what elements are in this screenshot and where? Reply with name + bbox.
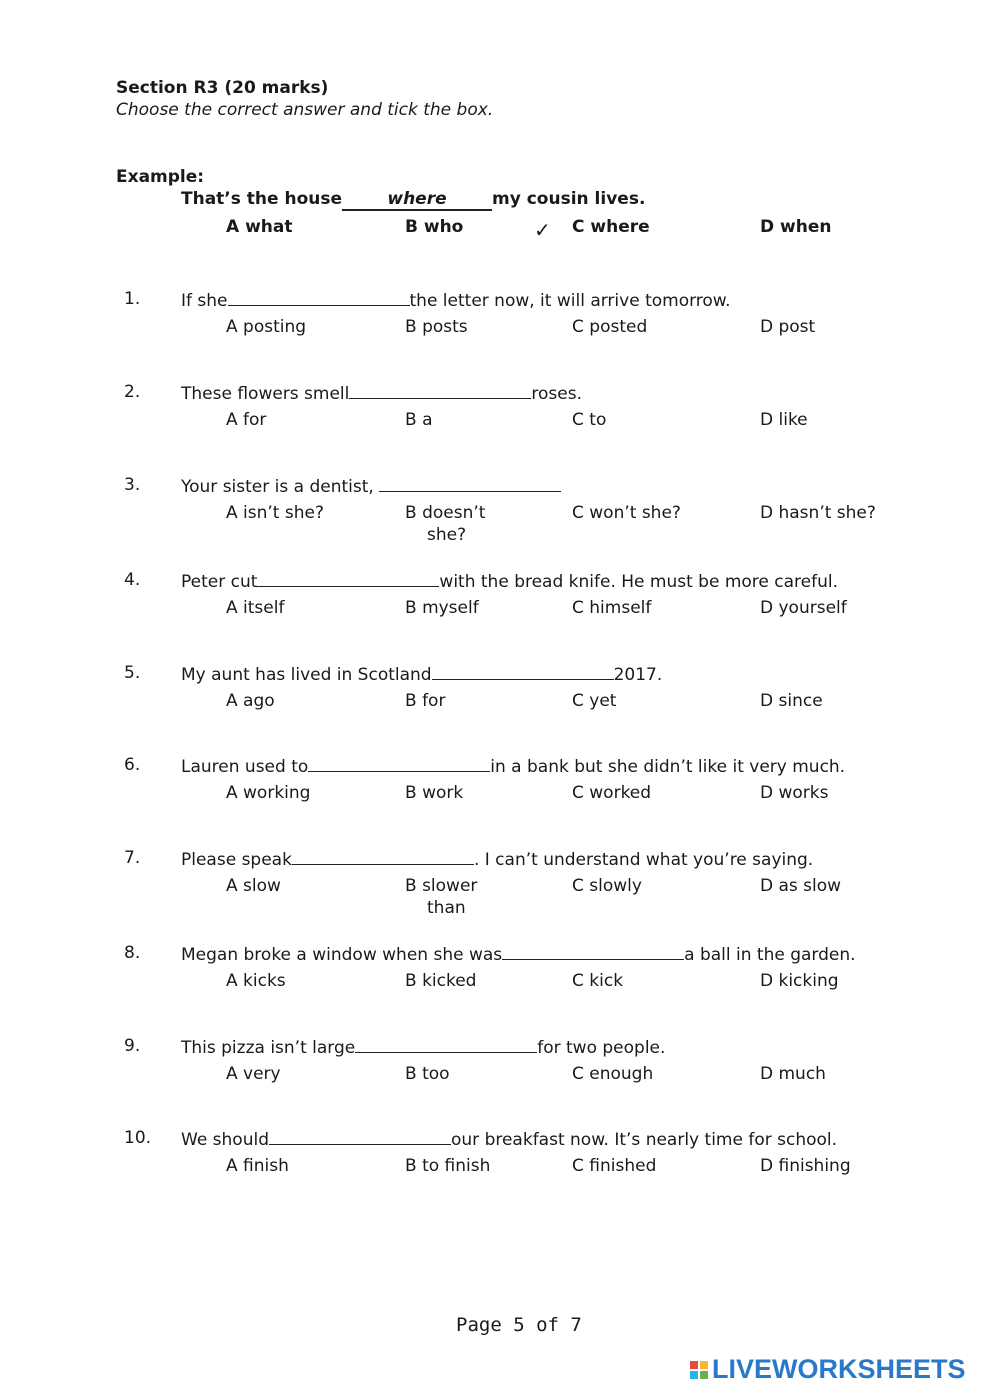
- question-text: [181, 289, 731, 311]
- example-sentence: [181, 189, 645, 211]
- question-before: Your sister is a dentist,: [181, 477, 380, 497]
- question-text: [181, 943, 856, 965]
- option-a[interactable]: A finish: [226, 1156, 289, 1176]
- question-before: My aunt has lived in Scotland: [181, 665, 432, 685]
- question-number: 4.: [124, 570, 141, 590]
- logo-text: LIVEWORKSHEETS: [712, 1354, 966, 1384]
- question-text: [181, 848, 813, 870]
- question-after: . I can’t understand what you’re saying.: [473, 850, 814, 870]
- question-before: Please speak: [181, 850, 292, 870]
- liveworksheets-logo: [690, 1354, 966, 1385]
- option-label-cont: she?: [427, 525, 467, 545]
- option-b[interactable]: [405, 875, 515, 919]
- answer-blank[interactable]: [502, 943, 684, 960]
- example-option-b: B who: [405, 217, 464, 237]
- logo-square: [690, 1361, 698, 1369]
- option-label: B doesn’t: [405, 503, 486, 523]
- option-b[interactable]: B to finish: [405, 1156, 491, 1176]
- section-title: Section R3 (20 marks): [116, 78, 329, 98]
- option-a[interactable]: A for: [226, 410, 267, 430]
- page-number: Page 5 of 7: [456, 1314, 582, 1336]
- option-a[interactable]: A working: [226, 783, 311, 803]
- logo-square: [700, 1361, 708, 1369]
- answer-blank[interactable]: [349, 382, 531, 399]
- question-before: If she: [181, 291, 228, 311]
- question-after: roses.: [531, 384, 582, 404]
- question-after: a ball in the garden.: [684, 945, 856, 965]
- question-after: in a bank but she didn’t like it very much.: [490, 757, 846, 777]
- question-text: [181, 1128, 837, 1150]
- option-c[interactable]: C to: [572, 410, 607, 430]
- question-number: 8.: [124, 943, 141, 963]
- option-d[interactable]: D much: [760, 1064, 826, 1084]
- option-d[interactable]: D yourself: [760, 598, 847, 618]
- example-answer: where: [342, 189, 492, 211]
- question-text: [181, 475, 561, 497]
- option-d[interactable]: D hasn’t she?: [760, 503, 876, 523]
- logo-squares-icon: [690, 1361, 708, 1379]
- question-after: with the bread knife. He must be more careful.: [439, 572, 838, 592]
- example-before: That’s the house: [181, 189, 343, 209]
- question-before: We should: [181, 1130, 269, 1150]
- question-number: 6.: [124, 755, 141, 775]
- option-d[interactable]: D post: [760, 317, 816, 337]
- option-c[interactable]: C finished: [572, 1156, 657, 1176]
- question-before: These flowers smell: [181, 384, 350, 404]
- option-a[interactable]: A itself: [226, 598, 285, 618]
- answer-blank[interactable]: [292, 848, 474, 865]
- answer-blank[interactable]: [379, 475, 561, 492]
- question-text: [181, 755, 845, 777]
- question-number: 1.: [124, 289, 141, 309]
- option-c[interactable]: C kick: [572, 971, 624, 991]
- option-b[interactable]: B too: [405, 1064, 450, 1084]
- answer-blank[interactable]: [269, 1128, 451, 1145]
- logo-square: [690, 1371, 698, 1379]
- option-c[interactable]: C won’t she?: [572, 503, 681, 523]
- question-after: 2017.: [613, 665, 663, 685]
- option-d[interactable]: D finishing: [760, 1156, 851, 1176]
- option-d[interactable]: D since: [760, 691, 823, 711]
- answer-blank[interactable]: [308, 755, 490, 772]
- option-c[interactable]: C yet: [572, 691, 617, 711]
- option-c[interactable]: C slowly: [572, 876, 642, 896]
- answer-blank[interactable]: [432, 663, 614, 680]
- option-a[interactable]: A slow: [226, 876, 281, 896]
- option-b[interactable]: B for: [405, 691, 446, 711]
- question-after: the letter now, it will arrive tomorrow.: [409, 291, 731, 311]
- option-label-cont: than: [427, 898, 466, 918]
- question-number: 10.: [124, 1128, 152, 1148]
- question-before: This pizza isn’t large: [181, 1038, 356, 1058]
- option-a[interactable]: A ago: [226, 691, 275, 711]
- option-b[interactable]: B kicked: [405, 971, 477, 991]
- question-number: 9.: [124, 1036, 141, 1056]
- option-label: B slower: [405, 876, 478, 896]
- question-after: our breakfast now. It’s nearly time for school.: [451, 1130, 838, 1150]
- option-d[interactable]: D works: [760, 783, 829, 803]
- option-d[interactable]: D as slow: [760, 876, 842, 896]
- example-option-c: C where: [572, 217, 650, 237]
- question-text: [181, 570, 838, 592]
- option-a[interactable]: A very: [226, 1064, 281, 1084]
- example-after: my cousin lives.: [492, 189, 646, 209]
- answer-blank[interactable]: [257, 570, 439, 587]
- option-d[interactable]: D kicking: [760, 971, 839, 991]
- tick-icon: ✓: [534, 218, 551, 242]
- option-b[interactable]: B work: [405, 783, 464, 803]
- question-text: [181, 663, 662, 685]
- option-b[interactable]: B posts: [405, 317, 468, 337]
- question-before: Megan broke a window when she was: [181, 945, 503, 965]
- example-label: Example:: [116, 167, 205, 187]
- option-d[interactable]: D like: [760, 410, 808, 430]
- option-a[interactable]: A posting: [226, 317, 307, 337]
- option-b[interactable]: [405, 502, 515, 546]
- question-number: 7.: [124, 848, 141, 868]
- answer-blank[interactable]: [228, 289, 410, 306]
- question-number: 3.: [124, 475, 141, 495]
- answer-blank[interactable]: [355, 1036, 537, 1053]
- option-c[interactable]: C posted: [572, 317, 648, 337]
- question-before: Lauren used to: [181, 757, 309, 777]
- option-c[interactable]: C worked: [572, 783, 652, 803]
- question-text: [181, 1036, 665, 1058]
- option-b[interactable]: B myself: [405, 598, 479, 618]
- question-after: for two people.: [537, 1038, 666, 1058]
- logo-square: [700, 1371, 708, 1379]
- question-text: [181, 382, 582, 404]
- example-option-a: A what: [226, 217, 293, 237]
- option-a[interactable]: A kicks: [226, 971, 286, 991]
- question-before: Peter cut: [181, 572, 258, 592]
- option-c[interactable]: C himself: [572, 598, 652, 618]
- instructions: Choose the correct answer and tick the box.: [116, 100, 494, 120]
- example-option-d: D when: [760, 217, 832, 237]
- option-b[interactable]: B a: [405, 410, 433, 430]
- option-c[interactable]: C enough: [572, 1064, 654, 1084]
- question-number: 2.: [124, 382, 141, 402]
- question-number: 5.: [124, 663, 141, 683]
- option-a[interactable]: A isn’t she?: [226, 503, 324, 523]
